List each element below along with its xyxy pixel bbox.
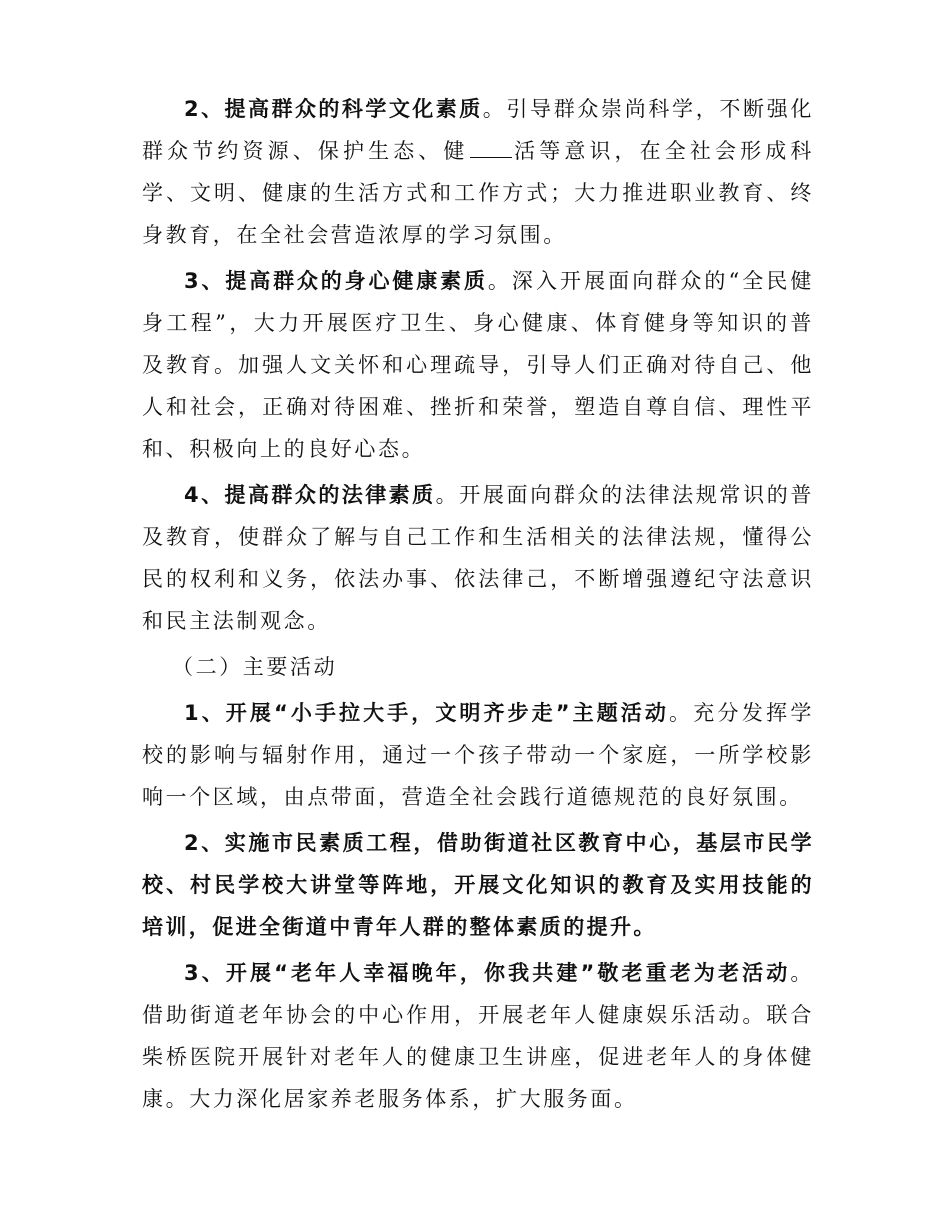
document-body [142,88,814,1124]
paragraph-text: 。充分发挥学校的影响与辐射作用，通过一个孩子带动一个家庭，一所学校影响一个区域，由点带面，营造全社会践行道德规范的良好氛围。 [142,701,814,809]
section-heading-text: （二）主要活动 [172,655,338,679]
paragraph-lead: 2、实施市民素质工程，借助街道社区教育中心，基层市民学校、村民学校大讲堂等阵地，开展文化知识的教育及实用技能的培训，促进全街道中青年人群的整体素质的提升。 [142,831,814,939]
paragraph-text: 。借助街道老年协会的中心作用，开展老年人健康娱乐活动。联合柴桥医院开展针对老年人的健康卫生讲座，促进老年人的身体健康。大力深化居家养老服务体系，扩大服务面。 [142,961,814,1111]
paragraph-text: 。引导群众崇尚科学，不断强化群众节约资源、保护生态、健 [142,97,814,163]
paragraph-science-culture [142,88,814,256]
paragraph-health [142,260,814,470]
paragraph-text: 活等意识，在全社会形成科学、文明、健康的生活方式和工作方式；大力推进职业教育、终身教育，在全社会营造浓厚的学习氛围。 [142,139,814,247]
section-heading [142,646,814,688]
paragraph-lead: 3、开展“老年人幸福晚年，你我共建”敬老重老为老活动 [184,961,791,985]
paragraph-lead: 2、提高群众的科学文化素质 [184,97,483,121]
paragraph-text: 。开展面向群众的法律法规常识的普及教育，使群众了解与自己工作和生活相关的法律法规，懂得公民的权利和义务，依法办事、依法律己，不断增强遵纪守法意识和民主法制观念。 [142,483,814,633]
paragraph-activity-1 [142,692,814,818]
paragraph-activity-3 [142,952,814,1120]
paragraph-text: 。深入开展面向群众的“全民健身工程”，大力开展医疗卫生、身心健康、体育健身等知识的普及教育。加强人文关怀和心理疏导，引导人们正确对待自己、他人和社会，正确对待困难、挫折和荣誉，塑造自尊自信、理性平和、积极向上的良好心态。 [142,269,815,461]
paragraph-activity-2 [142,822,814,948]
blank-underline [470,139,512,158]
paragraph-lead: 3、提高群众的身心健康素质 [184,269,488,293]
paragraph-lead: 4、提高群众的法律素质 [184,483,436,507]
paragraph-lead: 1、开展“小手拉大手，文明齐步走”主题活动 [184,701,669,725]
paragraph-law [142,474,814,642]
